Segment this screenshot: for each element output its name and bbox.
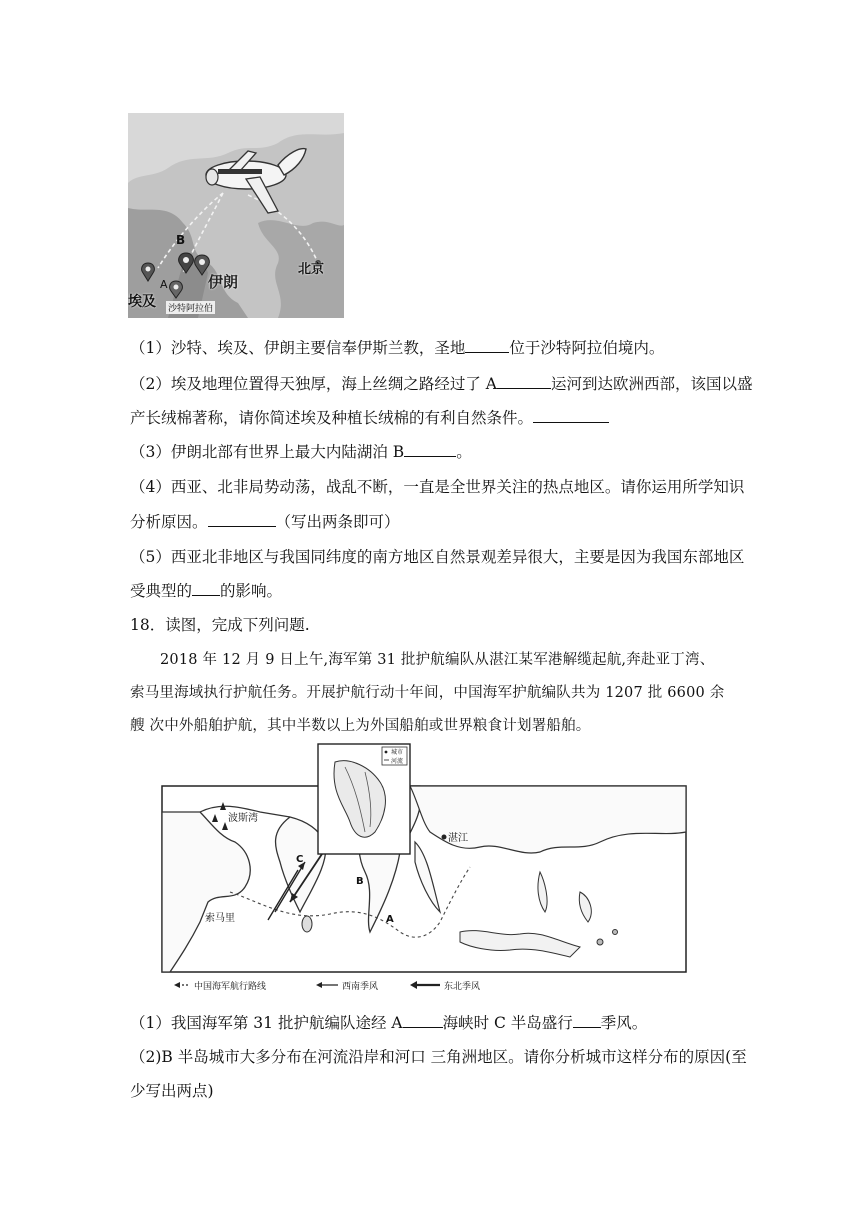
q17-line-4 [130, 441, 472, 463]
answer-blank[interactable] [208, 512, 276, 527]
q17-4-continued: 分析原因。 [130, 513, 208, 531]
q17-line-1 [130, 337, 664, 359]
map-label-egypt: 埃及 [128, 294, 156, 310]
escort-route-map-graphic [160, 742, 690, 998]
answer-blank[interactable] [533, 408, 609, 423]
q17-1-text: （1）沙特、埃及、伊朗主要信奉伊斯兰教，圣地 [130, 339, 466, 357]
q17-2-continued: 产长绒棉著称，请你简述埃及种植长绒棉的有利自然条件。 [130, 409, 534, 427]
q18-title: 18．读图，完成下列问题. [130, 616, 310, 634]
legend-sw-monsoon: 西南季风 [342, 982, 379, 992]
answer-blank[interactable] [497, 374, 551, 389]
legend-ne-monsoon: 东北季风 [444, 982, 481, 992]
label-persian-gulf: 波斯湾 [228, 813, 258, 824]
answer-blank[interactable] [573, 1013, 601, 1028]
q18-1-text: （1）我国海军第 31 批护航编队途经 A [130, 1014, 403, 1032]
q18-question-1 [130, 1012, 647, 1034]
q17-5-text: （5）西亚北非地区与我国同纬度的南方地区自然景观差异很大，主要是因为我国东部地区 [130, 548, 745, 566]
map-label-b: B [176, 233, 186, 247]
q17-4-text: （4）西亚、北非局势动荡，战乱不断，一直是全世界关注的热点地区。请你运用所学知识 [130, 478, 745, 496]
legend-navy-route: 中国海军航行路线 [194, 982, 267, 992]
label-c: C [296, 854, 304, 865]
q17-1-text-end: 位于沙特阿拉伯境内。 [509, 339, 665, 357]
q17-2-text-end: 运河到达欧洲西部，该国以盛 [550, 375, 753, 393]
q17-3-text-end: 。 [456, 443, 472, 461]
q17-line-6 [130, 511, 400, 533]
map-label-beijing: 北京 [298, 262, 325, 277]
q18-question-2-continued: 少写出两点) [130, 1082, 214, 1100]
q18-passage-line-3: 艘 次中外船舶护航，其中半数以上为外国船舶或世界粮食计划署船舶。 [130, 718, 591, 734]
answer-blank[interactable] [192, 581, 220, 596]
map-label-a: A [160, 278, 168, 291]
label-a: A [386, 914, 394, 925]
q17-4-text-end: （写出两条即可） [275, 513, 400, 531]
q18-1-text-mid: 海峡时 C 半岛盛行 [442, 1014, 573, 1032]
answer-blank[interactable] [403, 1013, 443, 1028]
label-somalia: 索马里 [205, 913, 235, 924]
inset-legend-city: 城市 [391, 749, 404, 756]
q17-line-5 [130, 476, 744, 498]
q17-2-text: （2）埃及地理位置得天独厚，海上丝绸之路经过了 A [130, 375, 497, 393]
q17-5-continued: 受典型的 [130, 582, 193, 600]
label-zhanjiang: 湛江 [448, 833, 468, 844]
q17-line-3 [130, 407, 609, 429]
q17-line-2 [130, 373, 753, 395]
q17-line-7 [130, 546, 744, 568]
q17-3-text: （3）伊朗北部有世界上最大内陆湖泊 B [130, 443, 405, 461]
q18-passage-line-2: 索马里海域执行护航任务。开展护航行动十年间，中国海军护航编队共为 1207 批 6600 余 [130, 685, 725, 701]
label-b: B [356, 876, 364, 887]
answer-blank[interactable] [465, 338, 509, 353]
q18-question-2: （2)B 半岛城市大多分布在河流沿岸和河口 三角洲地区。请你分析城市这样分布的原因(至 [130, 1048, 747, 1066]
q17-line-8 [130, 580, 282, 602]
q18-1-text-end: 季风。 [600, 1014, 648, 1032]
map-label-iran: 伊朗 [208, 273, 239, 291]
answer-blank[interactable] [404, 442, 456, 457]
q18-passage-line-1: 2018 年 12 月 9 日上午,海军第 31 批护航编队从湛江某军港解缆起航,奔赴亚丁湾、 [160, 652, 715, 668]
q17-5-text-end: 的影响。 [220, 582, 283, 600]
escort-route-map [160, 742, 690, 998]
map-label-saudi: 沙特阿拉伯 [166, 301, 215, 314]
inset-legend-river: 河流 [391, 758, 404, 765]
silk-road-map [128, 113, 344, 318]
